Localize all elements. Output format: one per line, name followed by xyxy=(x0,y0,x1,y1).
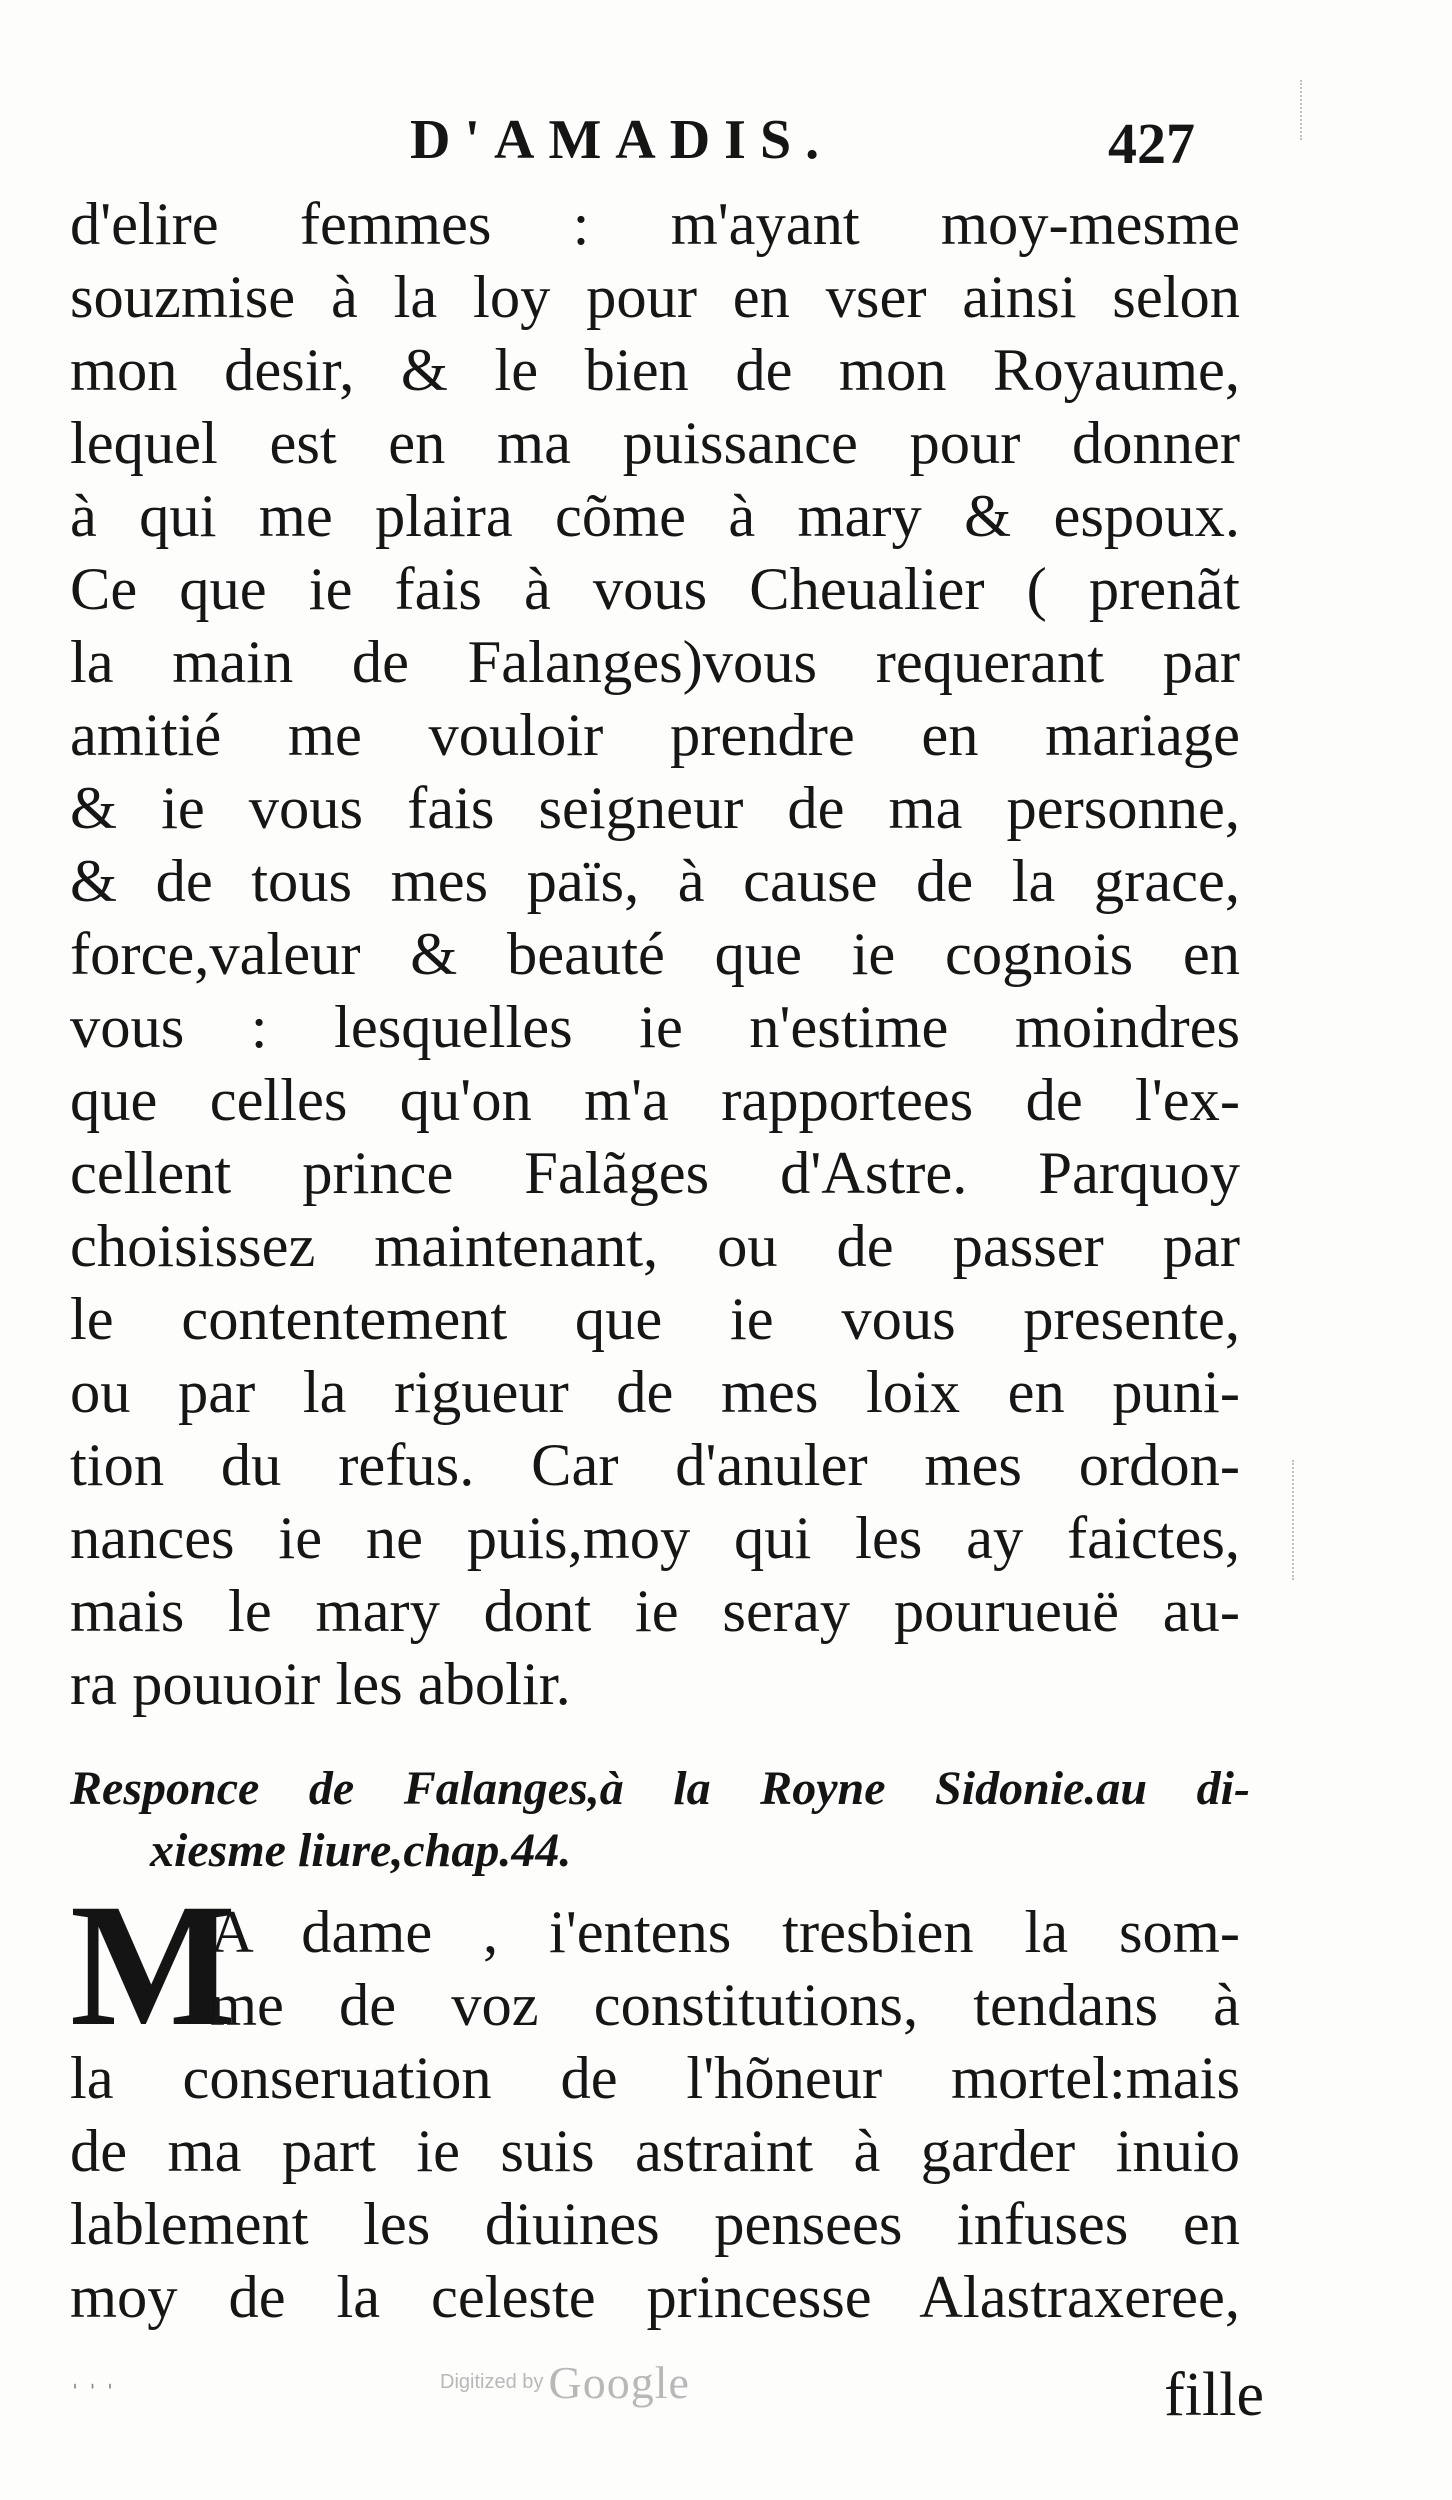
section-heading-line: Responce de Falanges,à la Royne Sidonie.au di- xyxy=(70,1762,1250,1815)
digitization-watermark xyxy=(440,2356,690,2409)
text-line: force,valeur & beauté que ie cognois en xyxy=(70,921,1240,988)
chapter-text xyxy=(70,1868,1240,2334)
text-line: lablement les diuines pensees infuses en xyxy=(70,2191,1240,2258)
section-heading-line: xiesme liure,chap.44. xyxy=(150,1824,572,1877)
text-line: mon desir, & le bien de mon Royaume, xyxy=(70,337,1240,404)
watermark-prefix: Digitized by xyxy=(440,2371,544,2393)
text-line: ra pouuoir les abolir. xyxy=(70,1651,571,1718)
text-line: la conseruation de l'hõneur mortel:mais xyxy=(70,2045,1240,2112)
watermark-brand: Google xyxy=(548,2357,690,2408)
text-line: à qui me plaira cõme à mary & espoux. xyxy=(70,483,1240,550)
page-number: 427 xyxy=(1108,111,1195,176)
text-line: de ma part ie suis astraint à garder inuio xyxy=(70,2118,1240,2185)
text-line: le contentement que ie vous presente, xyxy=(70,1286,1240,1353)
section-heading xyxy=(70,1758,1250,1882)
text-line: amitié me vouloir prendre en mariage xyxy=(70,702,1240,769)
text-line: la main de Falanges)vous requerant par xyxy=(70,629,1240,696)
page-edge-mark xyxy=(1292,1460,1304,1580)
catchword: fille xyxy=(1164,2361,1264,2429)
text-line: ou par la rigueur de mes loix en puni- xyxy=(70,1359,1240,1426)
text-line: que celles qu'on m'a rapportees de l'ex- xyxy=(70,1067,1240,1134)
text-line: mais le mary dont ie seray pourueuë au- xyxy=(70,1578,1240,1645)
text-line: A dame , i'entens tresbien la som- xyxy=(210,1899,1240,1966)
dropcap-lines xyxy=(210,1896,1240,2042)
text-line: d'elire femmes : m'ayant moy-mesme xyxy=(70,191,1240,258)
text-line: moy de la celeste princesse Alastraxeree, xyxy=(70,2264,1240,2331)
page-header xyxy=(0,100,1452,200)
text-line: vous : lesquelles ie n'estime moindres xyxy=(70,994,1240,1061)
chapter-lines xyxy=(70,2042,1240,2334)
text-line: Ce que ie fais à vous Cheualier ( prenãt xyxy=(70,556,1240,623)
dropcap-paragraph-start xyxy=(70,1868,1240,2063)
text-line: tion du refus. Car d'anuler mes ordon- xyxy=(70,1432,1240,1499)
text-line: & ie vous fais seigneur de ma personne, xyxy=(70,775,1240,842)
text-line: & de tous mes païs, à cause de la grace, xyxy=(70,848,1240,915)
running-head: D'AMADIS. xyxy=(410,109,834,171)
text-line: souzmise à la loy pour en vser ainsi selon xyxy=(70,264,1240,331)
drop-capital: M xyxy=(70,1868,237,2063)
signature-mark: ˌ ˌ ˌ xyxy=(70,2356,115,2389)
text-line: choisissez maintenant, ou de passer par xyxy=(70,1213,1240,1280)
body-text xyxy=(70,188,1240,1721)
text-line: lequel est en ma puissance pour donner xyxy=(70,410,1240,477)
text-line: nances ie ne puis,moy qui les ay faictes, xyxy=(70,1505,1240,1572)
text-line: cellent prince Falãges d'Astre. Parquoy xyxy=(70,1140,1240,1207)
text-line: me de voz constitutions, tendans à xyxy=(210,1972,1240,2039)
